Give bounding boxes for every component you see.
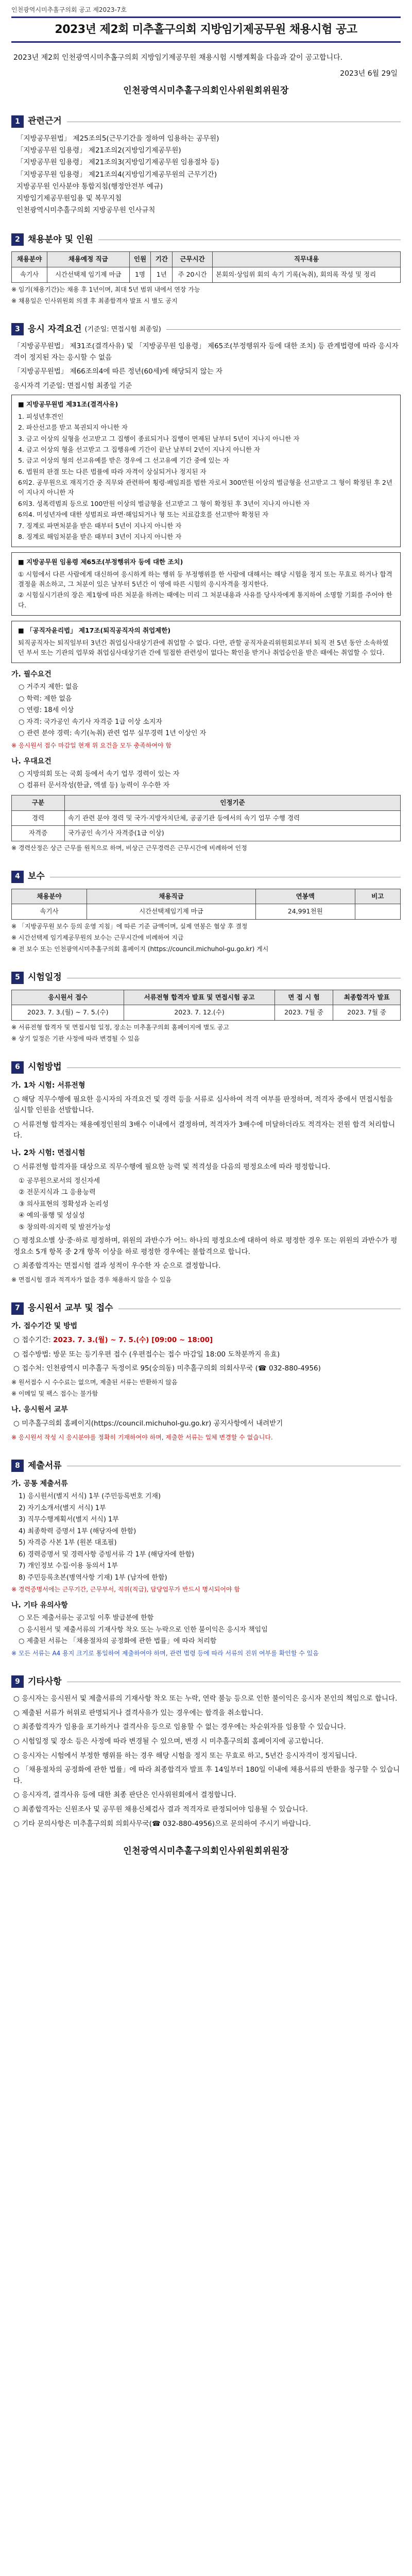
method-note: ※ 면접시험 결과 적격자가 없을 경우 채용하지 않을 수 있음 — [11, 1276, 172, 1283]
schedule-table — [11, 990, 401, 1021]
pay-note: ※ 시간선택제 임기제공무원의 보수는 근무시간에 비례하여 지급 — [11, 934, 184, 942]
section-number: 6 — [11, 1061, 24, 1074]
apply-method-label: ○ 접수방법: — [13, 1350, 51, 1359]
method-heading-2: 나. 2차 시험: 면접시험 — [11, 1148, 85, 1157]
method-text: ○ 해당 직무수행에 필요한 응시자의 자격요건 및 경력 등을 서류로 심사하여 적격 여부를 판정하며, 적격자 중에서 면접시험을 실시할 인원을 선발합니다. — [13, 1095, 393, 1115]
box-line: 6의4. 미성년자에 대한 성범죄로 파면·해임되거나 형 또는 치료감호를 선고받아 확정된 자 — [18, 511, 269, 519]
list-item: ○ 거주지 제한: 없음 — [19, 683, 79, 691]
apply-heading-2: 나. 응시원서 교부 — [11, 1405, 68, 1414]
method-text: ○ 서류전형 합격자를 대상으로 직무수행에 필요한 능력 및 적격성을 다음의 평정요소에 따라 평정합니다. — [13, 1162, 331, 1171]
table-cell: 2023. 7월 중 — [274, 1005, 333, 1021]
list-item: ① 공무원으로서의 정신자세 — [19, 1177, 100, 1185]
list-item: ○ 모든 제출서류는 공고일 이후 발급분에 한함 — [19, 1614, 154, 1622]
table-header: 면 접 시 험 — [274, 990, 333, 1005]
box-line: 퇴직공직자는 퇴직일부터 3년간 취업심사대상기관에 취업할 수 없다. 다만, 관할 공직자윤리위원회로부터 퇴직 전 5년 동안 소속하였던 부서 또는 기관의 업무와 취업심사대상기관 간에 밀접한 관련성이 없다는 확인을 받거나 취업승인을 받은 때에는 취업할 수 있다. — [18, 638, 389, 656]
section-title: 채용분야 및 인원 — [28, 234, 93, 245]
section-number: 9 — [11, 1675, 24, 1688]
section-number: 4 — [11, 871, 24, 883]
etc-item: ○ 응시자는 응시원서 및 제출서류의 기재사항 착오 또는 누락, 연락 불능 등으로 인한 불이익은 응시자 본인의 책임으로 합니다. — [13, 1694, 398, 1703]
box-line: 6. 법원의 판결 또는 다른 법률에 따라 자격이 상실되거나 정지된 자 — [18, 467, 207, 476]
table-cell: 1명 — [129, 267, 151, 282]
preferred-list — [19, 769, 401, 791]
table-header: 채용분야 — [12, 889, 87, 904]
section-rule — [67, 977, 401, 978]
closing-issuer: 인천광역시미추홀구의회인사위원회위원장 — [123, 1846, 289, 1857]
table-row — [12, 1005, 401, 1021]
required-note: ※ 응시원서 접수 마감일 현재 위 요건을 모두 충족하여야 함 — [11, 741, 172, 749]
section-rule — [166, 329, 401, 330]
table-cell: 국가공인 속기사 자격증(1급 이상) — [65, 826, 401, 841]
table-header-row — [12, 252, 401, 267]
pay-note: ※ 「지방공무원 보수 등의 운영 지침」에 따른 기준 금액이며, 실제 연봉은 협상 후 결정 — [11, 923, 248, 930]
positions-note: ※ 임기(채용기간)는 채용 후 1년이며, 최대 5년 범위 내에서 연장 가능 — [11, 285, 200, 293]
section-title: 보수 — [28, 871, 45, 882]
list-item: 인천광역시미추홀구의회 지방공무원 인사규칙 — [16, 206, 156, 215]
table-row — [12, 904, 401, 920]
section-title: 관련근거 — [28, 116, 62, 127]
list-item: 3) 직무수행계획서(별지 서식) 1부 — [19, 1516, 119, 1524]
issuer: 인천광역시미추홀구의회인사위원회위원장 — [123, 85, 289, 96]
etc-item: ○ 시험일정 및 장소 등은 사정에 따라 변경될 수 있으며, 변경 시 미추홀구의회 홈페이지에 공고합니다. — [13, 1737, 324, 1745]
section-subtitle: (기준일: 면접시험 최종일) — [84, 325, 161, 333]
section-title: 시험일정 — [28, 972, 62, 983]
table-header: 구분 — [12, 795, 65, 810]
section-rule — [50, 876, 401, 877]
docs-list — [19, 1492, 401, 1583]
table-header: 서류전형 합격자 발표 및 면접시험 공고 — [124, 990, 274, 1005]
list-item: 지방공무원 인사분야 통합지침(행정안전부 예규) — [16, 182, 163, 191]
box-title: ■ 지방공무원법 제31조(결격사유) — [18, 400, 118, 409]
list-item: 6) 경력증명서 및 경력사항 증빙서류 각 1부 (해당자에 한함) — [19, 1550, 195, 1558]
apply-note: ※ 원서접수 시 수수료는 없으며, 제출된 서류는 반환하지 않음 — [11, 1379, 178, 1386]
apply-period-value: 2023. 7. 3.(월) ~ 7. 5.(수) [09:00 ~ 18:00] — [53, 1336, 213, 1345]
box-line: 4. 금고 이상의 형을 선고받고 그 집행유예 기간이 끝난 날부터 2년이 지나지 아니한 자 — [18, 445, 261, 453]
table-header: 채용분야 — [12, 252, 47, 267]
section-title: 기타사항 — [28, 1676, 62, 1687]
table-header-row — [12, 795, 401, 810]
apply-period — [13, 1335, 401, 1346]
apply-place-value: 인천광역시 미추홀구 독정이로 95(숭의동) 미추홀구의회 의회사무국 (☎ 032-880-4956) — [46, 1364, 321, 1373]
list-item: 4) 최종학력 증명서 1부 (해당자에 한함) — [19, 1527, 136, 1535]
apply-heading-1: 가. 접수기간 및 방법 — [11, 1322, 78, 1331]
table-cell: 2023. 7. 12.(수) — [124, 1005, 274, 1021]
section-header-docs — [11, 1460, 401, 1473]
positions-note: ※ 채용일은 인사위원회 의결 후 최종합격자 발표 시 별도 공지 — [11, 297, 178, 304]
method-text: ○ 최종합격자는 면접시험 결과 성적이 우수한 자 순으로 결정합니다. — [13, 1262, 221, 1270]
etc-item: ○ 응시자는 시험에서 부정한 행위를 하는 경우 해당 시험을 정지 또는 무효로 하고, 5년간 응시자격이 정지됩니다. — [13, 1751, 357, 1760]
table-cell: 본회의·상임위 회의 속기 기록(녹취), 회의록 작성 및 정리 — [213, 267, 401, 282]
intro-text: 2023년 제2회 인천광역시미추홀구의회 지방임기제공무원 채용시험 시행계획을 다음과 같이 공고합니다. — [13, 54, 343, 62]
qualification-item: 「지방공무원법」 제66조의4에 따른 정년(60세)에 해당되지 않는 자 — [13, 367, 223, 376]
apply-form-source: ○ 미추홀구의회 홈페이지(https://council.michuhol-gu.go.kr) 공지사항에서 내려받기 — [13, 1419, 283, 1428]
section-rule — [67, 1465, 401, 1466]
box-line: 6의2. 공무원으로 재직기간 중 직무와 관련하여 횡령·배임죄를 범한 자로서 300만원 이상의 벌금형을 선고받고 그 형이 확정된 후 2년이 지나지 아니한 자 — [18, 479, 392, 497]
section-title: 응시 자격요건 — [28, 324, 82, 334]
table-header: 근무시간 — [173, 252, 213, 267]
disqualification-box — [11, 395, 401, 547]
section-number: 3 — [11, 323, 24, 335]
section-header-qualification — [11, 323, 401, 336]
preferred-heading: 나. 우대요건 — [11, 757, 52, 766]
list-item: 2) 자기소개서(별지 서식) 1부 — [19, 1504, 106, 1512]
table-header-row — [12, 990, 401, 1005]
method-text: ○ 평정요소별 상·중·하로 평정하며, 위원의 과반수가 어느 하나의 평정요소에 대하여 하로 평정한 경우 또는 위원의 과반수가 평정요소 5개 항목 중 2개 항목 이상을 하로 평정한 경우에는 불합격으로 합니다. — [13, 1236, 398, 1256]
interview-criteria-list — [19, 1176, 401, 1233]
table-cell: 시간선택제 임기제 마급 — [47, 267, 130, 282]
positions-table — [11, 251, 401, 283]
experience-table — [11, 795, 401, 841]
docs-list-2 — [19, 1613, 401, 1647]
section-rule — [98, 239, 401, 240]
table-header: 인원 — [129, 252, 151, 267]
pay-table — [11, 889, 401, 920]
docs-blue-note: ※ 모든 서류는 A4 용지 크기로 통일하여 제출하여야 하며, 관련 법령 등에 따라 서류의 진위 여부를 확인할 수 있음 — [11, 1649, 319, 1657]
qualification-item: 응시자격 기준일: 면접시험 최종일 기준 — [13, 381, 132, 390]
table-cell: 24,991천원 — [255, 904, 355, 920]
list-item: 5) 자격증 사본 1부 (원본 대조필) — [19, 1539, 117, 1547]
list-item: ○ 컴퓨터 문서작성(한글, 엑셀 등) 능력이 우수한 자 — [19, 782, 170, 790]
table-cell: 1년 — [151, 267, 173, 282]
table-header: 기간 — [151, 252, 173, 267]
box-line: 7. 징계로 파면처분을 받은 때부터 5년이 지나지 아니한 자 — [18, 521, 182, 530]
table-cell: 시간선택제임기제 마급 — [87, 904, 255, 920]
table-cell: 주 20시간 — [173, 267, 213, 282]
table-header: 채용예정 직급 — [47, 252, 130, 267]
page-title: 2023년 제2회 미추홀구의회 지방임기제공무원 채용시험 공고 — [11, 16, 401, 43]
table-cell: 자격증 — [12, 826, 65, 841]
list-item: ③ 의사표현의 정확성과 논리성 — [19, 1200, 109, 1208]
required-heading: 가. 필수요건 — [11, 670, 52, 679]
list-item: ○ 연령: 18세 이상 — [19, 706, 74, 715]
method-heading-1: 가. 1차 시험: 서류전형 — [11, 1081, 85, 1090]
section-number: 8 — [11, 1460, 24, 1472]
section-header-positions — [11, 233, 401, 247]
table-row — [12, 267, 401, 282]
section-rule — [67, 1681, 401, 1682]
section-number: 5 — [11, 972, 24, 984]
box-line: 5. 금고 이상의 형의 선고유예를 받은 경우에 그 선고유예 기간 중에 있는 자 — [18, 456, 229, 465]
table-row — [12, 826, 401, 841]
apply-warning: ※ 응시원서 작성 시 응시분야를 정확히 기재하여야 하며, 제출한 서류는 일체 변경할 수 없습니다. — [11, 1433, 273, 1441]
fraud-box — [11, 552, 401, 616]
section-title: 응시원서 교부 및 접수 — [28, 1302, 113, 1313]
apply-period-label: ○ 접수기간: — [13, 1336, 51, 1345]
list-item: 「지방공무원 임용령」 제21조의4(지방임기제공무원의 근무기간) — [16, 170, 217, 179]
apply-place — [13, 1363, 401, 1375]
table-header: 비고 — [355, 889, 400, 904]
experience-note: ※ 경력산정은 상근 근무를 원칙으로 하며, 비상근 근무경력은 근무시간에 비례하여 인정 — [11, 844, 247, 852]
table-header: 최종합격자 발표 — [333, 990, 401, 1005]
section-header-etc — [11, 1675, 401, 1689]
qualification-item: 「지방공무원법」 제31조(결격사유) 및 「지방공무원 임용령」 제65조(부정행위자 등에 대한 조치) 등 관계법령에 따라 응시자격이 정지된 자는 응시할 수 없음 — [13, 342, 399, 362]
etc-item: ○ 응시자격, 결격사유 등에 대한 최종 판단은 인사위원회에서 결정합니다. — [13, 1791, 236, 1800]
section-header-pay — [11, 870, 401, 884]
notice-date: 2023년 6월 29일 — [340, 69, 398, 78]
list-item: 8) 주민등록초본(병역사항 기재) 1부 (남자에 한함) — [19, 1573, 167, 1582]
table-header: 직무내용 — [213, 252, 401, 267]
docs-heading-2: 나. 기타 유의사항 — [11, 1601, 68, 1610]
list-item: ○ 학력: 제한 없음 — [19, 694, 72, 703]
table-header: 인정기준 — [65, 795, 401, 810]
box-line: ① 시험에서 다른 사람에게 대신하여 응시하게 하는 행위 등 부정행위를 한 사람에 대해서는 해당 시험을 정지 또는 무효로 하거나 합격결정을 취소하고, 그 처분이 있은 날부터 5년간 이 영에 따른 시험의 응시자격을 정지한다. — [18, 570, 392, 588]
section-header-apply — [11, 1302, 401, 1315]
list-item: ○ 자격: 국가공인 속기사 자격증 1급 이상 소지자 — [19, 718, 162, 726]
pay-detail: ※ 전 보수 또는 인천광역시미추홀구의회 홈페이지 (https://council.michuhol-gu.go.kr) 게시 — [11, 945, 269, 953]
docs-heading: 가. 공통 제출서류 — [11, 1480, 68, 1488]
box-line: 6의3. 성폭력범죄 등으로 100만원 이상의 벌금형을 선고받고 그 형이 확정된 후 3년이 지나지 아니한 자 — [18, 499, 310, 507]
legal-basis-list — [11, 133, 401, 216]
section-header-method — [11, 1061, 401, 1074]
section-title: 제출서류 — [28, 1460, 62, 1471]
section-rule — [67, 121, 401, 122]
docs-warning: ※ 경력증명서에는 근무기간, 근무부서, 직위(직급), 담당업무가 반드시 명시되어야 함 — [11, 1586, 240, 1594]
table-header-row — [12, 889, 401, 904]
section-rule — [67, 1067, 401, 1068]
table-cell: 2023. 7월 중 — [333, 1005, 401, 1021]
table-header: 응시원서 접수 — [12, 990, 124, 1005]
box-title: ■ 「공직자윤리법」 제17조(퇴직공직자의 취업제한) — [18, 626, 171, 635]
list-item: 1) 응시원서(별지 서식) 1부 (주민등록번호 기재) — [19, 1493, 161, 1501]
etc-item: ○ 최종합격자가 임용을 포기하거나 결격사유 등으로 임용할 수 없는 경우에는 차순위자를 임용할 수 있습니다. — [13, 1723, 346, 1732]
method-text: ○ 서류전형 합격자는 채용예정인원의 3배수 이내에서 결정하며, 적격자가 3배수에 미달하더라도 적격자는 전원 합격 처리합니다. — [13, 1120, 396, 1140]
table-header: 채용직급 — [87, 889, 255, 904]
section-number: 7 — [11, 1302, 24, 1315]
section-rule — [118, 1308, 401, 1309]
table-cell: 속기사 — [12, 904, 87, 920]
box-line: 1. 피성년후견인 — [18, 412, 64, 420]
table-cell: 2023. 7. 3.(월) ~ 7. 5.(수) — [12, 1005, 124, 1021]
list-item: 7) 개인정보 수집·이용 동의서 1부 — [19, 1562, 118, 1570]
list-item: ○ 지방의회 또는 국회 등에서 속기 업무 경력이 있는 자 — [19, 770, 180, 778]
section-title: 시험방법 — [28, 1062, 62, 1073]
schedule-note: ※ 상기 일정은 기관 사정에 따라 변경될 수 있음 — [11, 1035, 140, 1043]
apply-method-value: 방문 또는 등기우편 접수 (우편접수는 접수 마감일 18:00 도착분까지 유효) — [53, 1350, 280, 1359]
box-line: 3. 금고 이상의 실형을 선고받고 그 집행이 종료되거나 집행이 면제된 날부터 5년이 지나지 아니한 자 — [18, 434, 300, 443]
list-item: 「지방공무원 임용령」 제21조의2(지방임기제공무원) — [16, 146, 181, 155]
section-header-legal — [11, 115, 401, 128]
list-item: ⑤ 창의력·의지력 및 발전가능성 — [19, 1223, 111, 1231]
table-cell: 속기사 — [12, 267, 47, 282]
etc-item: ○ 기타 문의사항은 미추홀구의회 의회사무국(☎ 032-880-4956)으로 문의하여 주시기 바랍니다. — [13, 1819, 311, 1828]
box-line: 8. 징계로 해임처분을 받은 때부터 3년이 지나지 아니한 자 — [18, 532, 182, 540]
list-item: 「지방공무원 임용령」 제21조의3(지방임기제공무원 임용절차 등) — [16, 158, 219, 167]
required-list — [19, 682, 401, 739]
apply-note: ※ 이메일 및 팩스 접수는 불가함 — [11, 1390, 98, 1398]
list-item: ○ 관련 분야 경력: 속기(녹취) 관련 업무 실무경력 1년 이상인 자 — [19, 730, 207, 738]
list-item: 「지방공무원법」 제25조의5(근무기간을 정하여 임용하는 공무원) — [16, 134, 219, 143]
list-item: ○ 응시원서 및 제출서류의 기재사항 착오 또는 누락으로 인한 불이익은 응시자 책임임 — [19, 1625, 268, 1634]
list-item: ④ 예의·품행 및 성실성 — [19, 1212, 85, 1220]
list-item: ② 전문지식과 그 응용능력 — [19, 1189, 96, 1197]
notice-number: 인천광역시미추홀구의회 공고 제2023-7호 — [11, 6, 127, 13]
apply-method — [13, 1349, 401, 1361]
list-item: 지방임기제공무원임용 및 복무지침 — [16, 194, 122, 203]
box-line: ② 시험실시기관의 장은 제1항에 따른 처분을 하려는 때에는 미리 그 처분내용과 사유를 당사자에게 통지하여 소명할 기회를 주어야 한다. — [18, 591, 392, 609]
list-item: ○ 제출된 서류는 「채용절차의 공정화에 관한 법률」에 따라 처리함 — [19, 1637, 217, 1646]
etc-item: ○ 「채용절차의 공정화에 관한 법률」에 따라 최종합격자 발표 후 14일부터 180일 이내에 채용서류의 반환을 청구할 수 있습니다. — [13, 1766, 400, 1785]
etc-item: ○ 최종합격자는 신원조사 및 공무원 채용신체검사 결과 적격자로 판정되어야 임용될 수 있습니다. — [13, 1805, 308, 1814]
box-line: 2. 파산선고를 받고 복권되지 아니한 자 — [18, 423, 128, 432]
table-cell — [355, 904, 400, 920]
schedule-note: ※ 서류전형 합격자 및 면접시험 일정, 장소는 미추홀구의회 홈페이지에 별도 공고 — [11, 1024, 229, 1031]
apply-place-label: ○ 접수처: — [13, 1364, 44, 1373]
section-number: 1 — [11, 115, 24, 128]
table-row — [12, 810, 401, 826]
ethics-box — [11, 621, 401, 663]
table-cell: 경력 — [12, 810, 65, 826]
box-title: ■ 지방공무원 임용령 제65조(부정행위자 등에 대한 조치) — [18, 558, 183, 566]
table-header: 연봉액 — [255, 889, 355, 904]
etc-item: ○ 제출된 서류가 허위로 판명되거나 결격사유가 있는 경우에는 합격을 취소합니다. — [13, 1708, 264, 1717]
section-header-schedule — [11, 971, 401, 985]
table-cell: 속기 관련 분야 경력 및 국가·지방자치단체, 공공기관 등에서의 속기 업무 수행 경력 — [65, 810, 401, 826]
section-number: 2 — [11, 233, 24, 246]
